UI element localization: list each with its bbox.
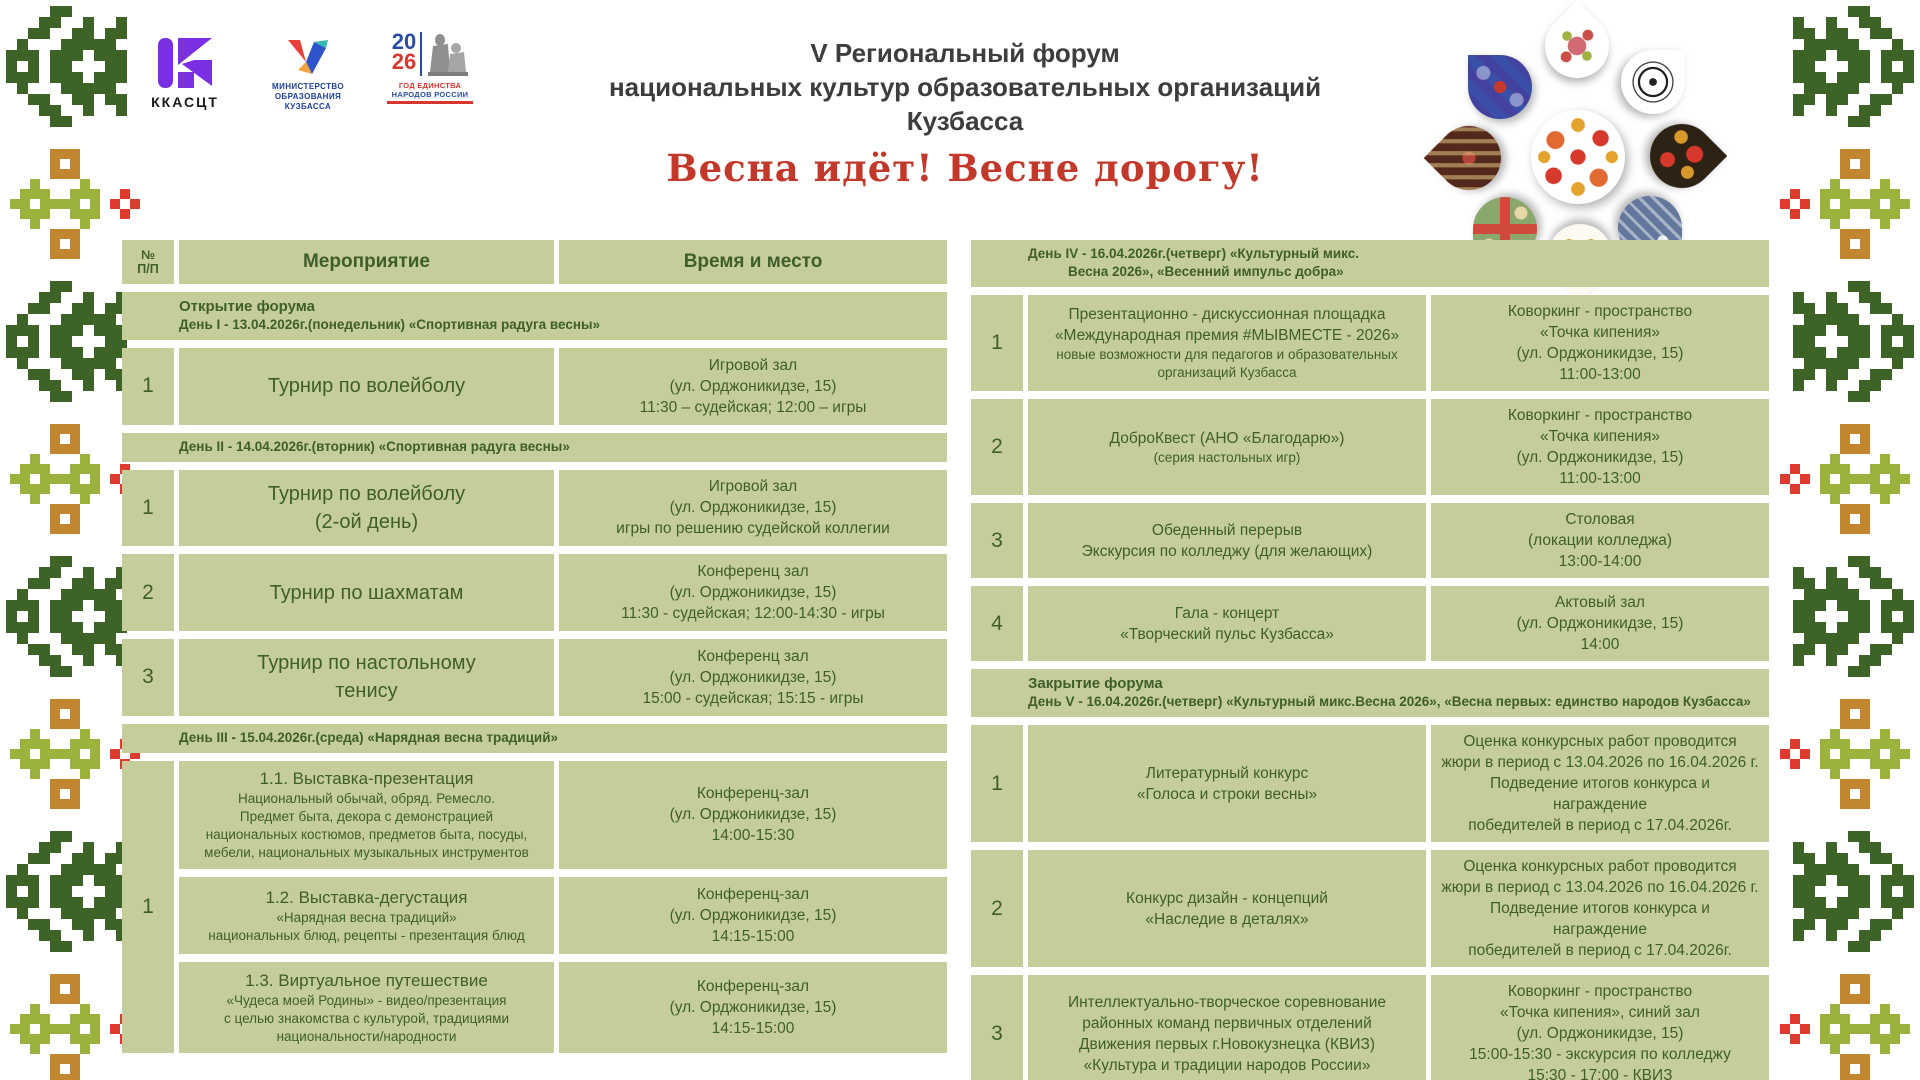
time-line: Конференц-зал (696, 978, 810, 996)
event-desc-line: «Нарядная весна традиций» (276, 910, 457, 926)
ministry-logo-line3: КУЗБАССА (284, 102, 332, 111)
num-line: № (141, 248, 155, 262)
time-line: (ул. Орджоникидзе, 15) (1516, 1025, 1684, 1042)
row-number: 3 (971, 503, 1023, 578)
time-cell (559, 962, 947, 1053)
time-line: Конференц-зал (696, 886, 810, 904)
event-small-line: новые возможности для педагогов и образовательных (1056, 347, 1398, 362)
drop-khokhloma-berries-icon (1637, 111, 1728, 202)
section-bar (971, 669, 1769, 717)
section-line: День I - 13.04.2026г.(понедельник) «Спортивная радуга весны» (179, 317, 601, 332)
kkasct-k-icon (156, 38, 214, 88)
num-line: П/П (137, 262, 159, 276)
time-cell (559, 348, 947, 425)
table-subrow (179, 962, 952, 1053)
time-line: 13:00-14:00 (1558, 553, 1642, 570)
table-row (122, 348, 947, 425)
time-cell (1431, 850, 1769, 967)
year-2026-logo (384, 29, 476, 104)
row-number: 1 (122, 470, 174, 547)
year-logo-divider (420, 32, 422, 76)
event-cell (179, 962, 554, 1053)
time-cell (559, 554, 947, 631)
schedule-table-days-4-5 (971, 240, 1769, 1080)
title-line3: Кузбасса (906, 106, 1024, 136)
time-line: «Точка кипения», синий зал (1500, 1004, 1700, 1021)
time-cell (559, 877, 947, 954)
event-line: Турнир по шахматам (269, 581, 464, 604)
event-line: Движения первых г.Новокузнецка (КВИЗ) (1078, 1035, 1376, 1053)
time-line: (ул. Орджоникидзе, 15) (669, 584, 837, 602)
table-row (971, 399, 1769, 495)
time-line: Игровой зал (708, 478, 798, 496)
event-line: «Международная премия #МЫВМЕСТЕ - 2026» (1054, 327, 1400, 344)
time-line: 14:15-15:00 (711, 1020, 795, 1038)
event-line: Презентационно - дискуссионная площадка (1068, 306, 1386, 323)
event-desc-line: национальных блюд, рецепты - презентация блюд (208, 928, 525, 944)
time-line: 15:30 - 17:00 - КВИЗ (1527, 1067, 1673, 1080)
section-title: Закрытие форума (1028, 675, 1163, 692)
column-header-row (122, 240, 947, 284)
center-khokhloma-floral-icon (1531, 110, 1625, 204)
time-line: «Точка кипения» (1540, 428, 1660, 445)
event-desc-line: с целью знакомства с культурой, традициями (223, 1011, 510, 1027)
time-cell (1431, 295, 1769, 391)
cross-stitch-border-right (1770, 0, 1920, 1080)
table-subrow (179, 877, 952, 954)
year-logo-caption2: НАРОДОВ РОССИИ (391, 90, 469, 99)
section-line: День II - 14.04.2026г.(вторник) «Спортивная радуга весны» (179, 438, 570, 454)
time-line: Коворкинг - пространство (1507, 407, 1693, 424)
time-line: (ул. Орджоникидзе, 15) (669, 907, 837, 925)
schedule-table-days-1-3 (122, 240, 947, 1053)
time-line: 11:00-13:00 (1559, 366, 1641, 383)
time-cell (559, 639, 947, 716)
table-row (971, 725, 1769, 842)
kkasct-logo (146, 38, 224, 110)
event-line: Обеденный перерыв (1151, 521, 1303, 539)
event-line: (2-ой день) (314, 510, 419, 533)
time-line: Конференц-зал (696, 785, 810, 803)
time-line: игры по решению судейской коллегии (616, 520, 890, 538)
time-line: жюри в период с 13.04.2026 по 16.04.2026 г. (1441, 879, 1759, 896)
event-cell (1028, 295, 1426, 391)
event-desc-line: Национальный обычай, обряд. Ремесло. (238, 791, 495, 807)
time-line: (ул. Орджоникидзе, 15) (1516, 345, 1684, 362)
time-cell (559, 761, 947, 870)
time-line: (ул. Орджоникидзе, 15) (669, 806, 837, 824)
row-number: 3 (971, 975, 1023, 1080)
event-cell (179, 877, 554, 954)
time-line: (ул. Орджоникидзе, 15) (1516, 449, 1684, 466)
event-desc-line: Предмет быта, декора с демонстрацией (239, 809, 494, 825)
time-line: Актовый зал (1555, 594, 1645, 611)
table-subrow (179, 761, 952, 870)
ministry-logo-line2: ОБРАЗОВАНИЯ (274, 92, 342, 101)
title-line2: национальных культур образовательных организаций (608, 72, 1322, 102)
drop-red-carpet-icon (1424, 113, 1515, 204)
table-row (122, 554, 947, 631)
time-line: 11:30 – судейская; 12:00 – игры (639, 398, 867, 416)
event-desc-line: «Чудеса моей Родины» - видео/презентация (226, 993, 507, 1009)
event-cell (1028, 725, 1426, 842)
event-line: Гала - концерт (1174, 604, 1280, 622)
time-line: (ул. Орджоникидзе, 15) (1516, 615, 1684, 632)
table-row (122, 639, 947, 716)
event-cell (1028, 399, 1426, 495)
time-line: (ул. Орджоникидзе, 15) (669, 377, 837, 395)
time-line: 14:00 (1580, 636, 1620, 653)
event-small-line: организаций Кузбасса (1157, 365, 1297, 380)
time-line: Игровой зал (708, 356, 798, 374)
event-cell (179, 554, 554, 631)
time-line: Конференц зал (697, 563, 809, 581)
drop-cross-stitch-star-icon (1532, 1, 1623, 92)
time-line: Оценка конкурсных работ проводится (1463, 733, 1737, 750)
section-bar (122, 292, 947, 340)
event-line: «Наследие в деталях» (1145, 910, 1309, 928)
column-header-event: Мероприятие (179, 240, 554, 284)
event-cell (179, 348, 554, 425)
time-line: жюри в период с 13.04.2026 по 16.04.2026 г. (1441, 754, 1759, 771)
time-line: Подведение итогов конкурса и награждение (1490, 900, 1710, 938)
event-cell (1028, 503, 1426, 578)
time-line: Столовая (1565, 511, 1635, 528)
drop-blue-scroll-icon (1468, 55, 1532, 119)
time-cell (1431, 503, 1769, 578)
section-line: День IV - 16.04.2026г.(четверг) «Культурный микс. (1028, 246, 1360, 261)
table-row (971, 975, 1769, 1080)
time-line: (локации колледжа) (1527, 532, 1673, 549)
event-line: Литературный конкурс (1145, 764, 1309, 782)
row-number: 2 (971, 850, 1023, 967)
event-line: тенису (335, 680, 398, 703)
ministry-logo (258, 40, 358, 112)
time-cell (1431, 399, 1769, 495)
sub-rows (179, 761, 952, 1054)
year-logo-caption1: ГОД ЕДИНСТВА (398, 81, 462, 90)
event-title: 1.1. Выставка-презентация (259, 769, 474, 789)
section-line: День V - 16.04.2026г.(четверг) «Культурный микс.Весна 2026», «Весна первых: единство народов Кузбасса» (1028, 694, 1751, 709)
event-line: Интеллектуально-творческое соревнование (1067, 993, 1387, 1011)
time-cell (1431, 586, 1769, 661)
event-line: Конкурс дизайн - концепций (1126, 889, 1328, 907)
event-line: ДоброКвест (АНО «Благодарю») (1109, 429, 1345, 447)
section-line2: Весна 2026», «Весенний импульс добра» (1068, 264, 1344, 279)
page-title (560, 36, 1370, 138)
table-row-group (122, 761, 947, 1054)
event-line: «Культура и традиции народов России» (1083, 1056, 1371, 1074)
event-desc-line: национальных костюмов, предметов быта, посуды, (205, 827, 528, 843)
event-cell (1028, 850, 1426, 967)
table-row (971, 295, 1769, 391)
event-line: Турнир по волейболу (267, 375, 466, 398)
time-line: Конференц зал (697, 647, 809, 665)
year-2026-top: 20 (391, 29, 417, 54)
table-row (971, 503, 1769, 578)
time-line: «Точка кипения» (1540, 324, 1660, 341)
event-cell (179, 470, 554, 547)
section-line: День III - 15.04.2026г.(среда) «Нарядная весна традиций» (179, 729, 558, 745)
event-desc-line: национальности/народности (276, 1029, 457, 1045)
row-number: 1 (122, 761, 174, 1054)
time-line: 15:00-15:30 - экскурсия по колледжу (1469, 1046, 1731, 1063)
section-bar (971, 240, 1769, 287)
event-line: Турнир по настольному (257, 652, 476, 675)
time-line: 11:30 - судейская; 12:00-14:30 - игры (621, 605, 885, 623)
event-small-line: (серия настольных игр) (1153, 449, 1301, 465)
row-number: 1 (971, 725, 1023, 842)
event-cell (1028, 586, 1426, 661)
column-header-time: Время и место (559, 240, 947, 284)
table-row (122, 470, 947, 547)
time-cell (559, 470, 947, 547)
time-cell (1431, 975, 1769, 1080)
row-number: 1 (122, 348, 174, 425)
year-2026-bottom: 26 (391, 49, 417, 74)
time-line: 14:15-15:00 (711, 928, 795, 946)
event-line: Экскурсия по колледжу (для желающих) (1081, 542, 1373, 560)
event-line: Турнир по волейболу (267, 482, 466, 505)
row-number: 2 (122, 554, 174, 631)
event-cell (1028, 975, 1426, 1080)
time-line: 14:00-15:30 (711, 827, 795, 845)
event-desc-line: мебели, национальных музыкальных инструментов (204, 845, 529, 861)
time-line: Подведение итогов конкурса и награждение (1490, 775, 1710, 813)
title-line1: V Региональный форум (810, 38, 1120, 68)
section-bar (122, 724, 947, 753)
time-line: (ул. Орджоникидзе, 15) (669, 499, 837, 517)
time-line: Оценка конкурсных работ проводится (1463, 858, 1737, 875)
year-logo-underline (387, 101, 473, 104)
row-number: 4 (971, 586, 1023, 661)
event-title: 1.3. Виртуальное путешествие (245, 971, 488, 991)
row-number: 1 (971, 295, 1023, 391)
table-row (971, 586, 1769, 661)
ministry-logo-line1: МИНИСТЕРСТВО (272, 82, 344, 91)
time-line: 15:00 - судейская; 15:15 - игры (642, 689, 864, 707)
monument-icon (426, 32, 468, 78)
row-number: 3 (122, 639, 174, 716)
time-line: Коворкинг - пространство (1507, 983, 1693, 1000)
slogan-text: Весна идёт! Весне дорогу! (666, 146, 1264, 190)
drop-black-lace-icon (1621, 50, 1685, 114)
section-title: Открытие форума (179, 298, 316, 315)
time-line: (ул. Орджоникидзе, 15) (669, 668, 837, 686)
event-cell (179, 761, 554, 870)
time-line: 11:00-13:00 (1559, 470, 1641, 487)
time-line: Коворкинг - пространство (1507, 303, 1693, 320)
event-title: 1.2. Выставка-дегустация (265, 888, 468, 908)
column-header-num (122, 240, 174, 284)
time-line: (ул. Орджоникидзе, 15) (669, 999, 837, 1017)
kkasct-logo-label: ККАСЦТ (151, 94, 219, 110)
event-line: «Голоса и строки весны» (1136, 785, 1318, 803)
time-line: победителей в период с 17.04.2026г. (1468, 942, 1732, 959)
section-bar (122, 433, 947, 462)
table-row (971, 850, 1769, 967)
event-line: «Творческий пульс Кузбасса» (1120, 625, 1334, 643)
row-number: 2 (971, 399, 1023, 495)
time-cell (1431, 725, 1769, 842)
event-cell (179, 639, 554, 716)
time-line: победителей в период с 17.04.2026г. (1468, 817, 1732, 834)
ministry-bird-icon (280, 40, 336, 78)
event-line: районных команд первичных отделений (1082, 1014, 1372, 1032)
